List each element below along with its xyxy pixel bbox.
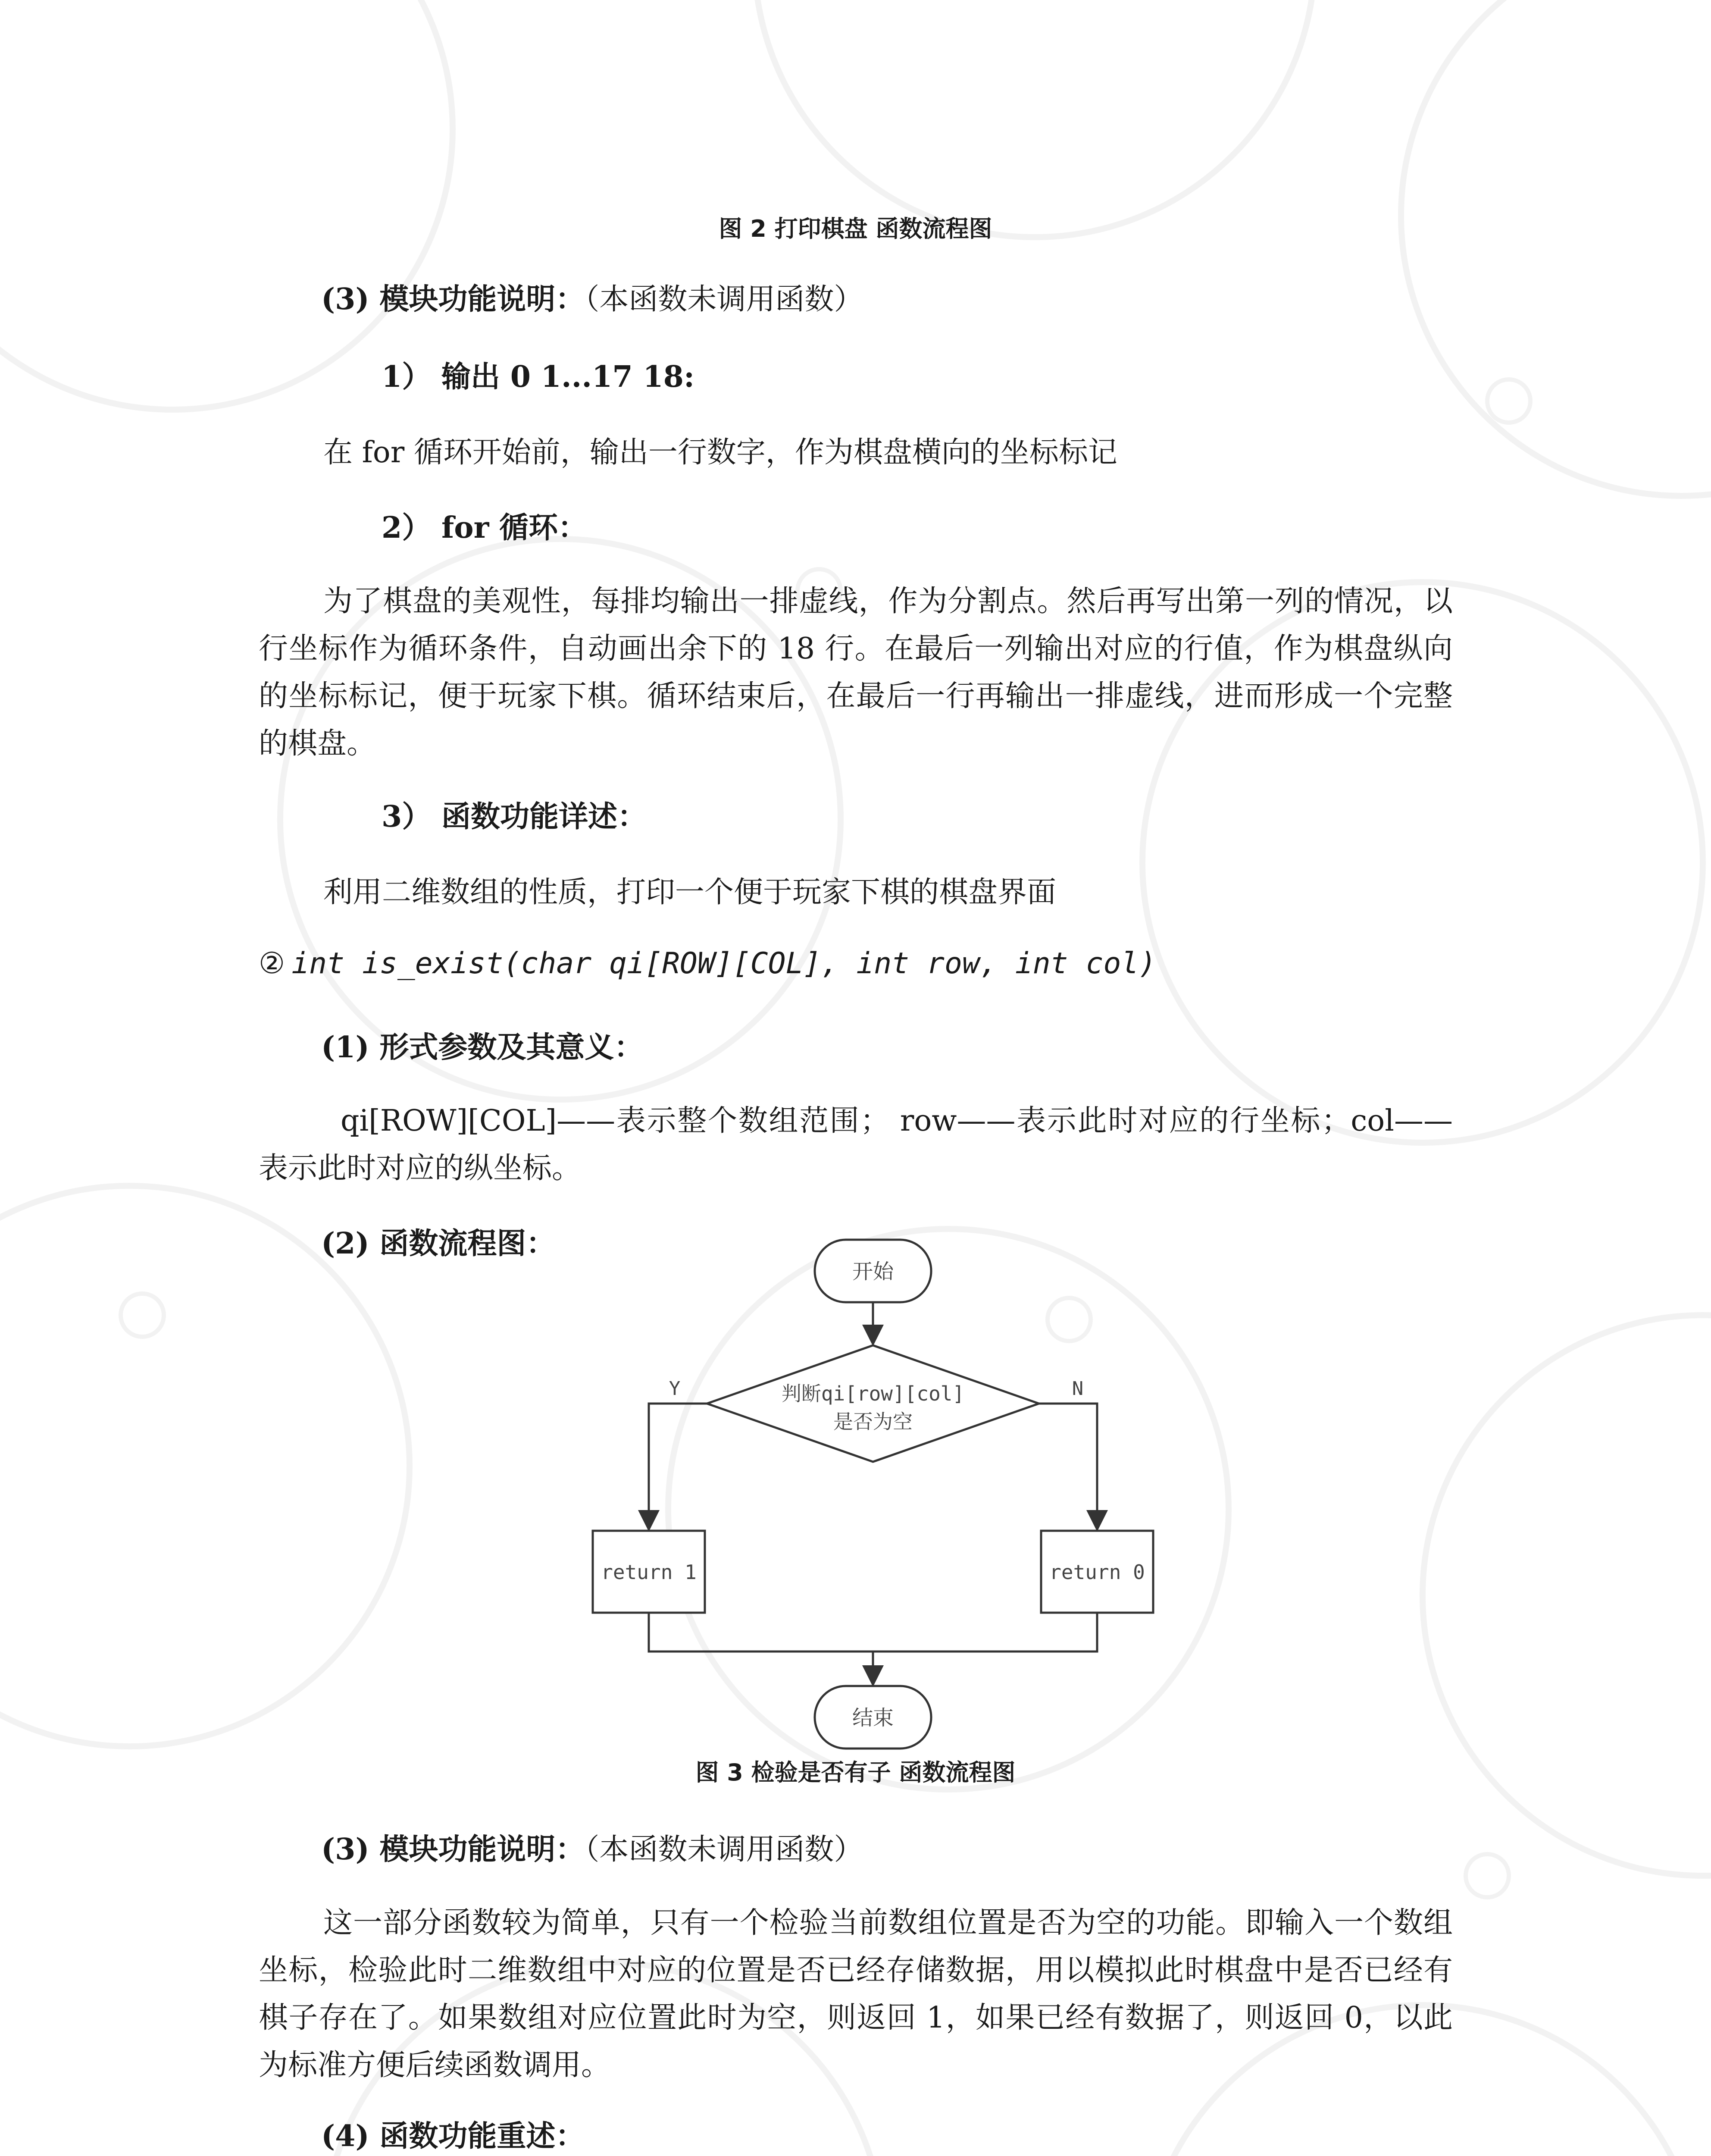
section-3a-note: （本函数未调用函数） [585, 282, 863, 317]
figure-2-caption: 图 2 打印棋盘 函数流程图 [719, 215, 992, 242]
section-3b-heading [321, 1826, 863, 1868]
flowchart-arrow-no [1039, 1404, 1097, 1527]
item-3-text: 利用二维数组的性质，打印一个便于玩家下棋的棋盘界面 [323, 875, 1057, 909]
params-paragraph: qi[ROW][COL]——表示整个数组范围； row——表示此时对应的行坐标；col——表示此时对应的纵坐标。 [259, 1104, 1453, 1185]
item-1-label: 输出 0 1...17 18: [441, 360, 695, 394]
item-1-text: 在 for 循环开始前，输出一行数字，作为棋盘横向的坐标标记 [323, 436, 1117, 470]
flowchart-merge-right [873, 1613, 1097, 1651]
section-3b-paragraph: 这一部分函数较为简单，只有一个检验当前数组位置是否为空的功能。即输入一个数组坐标，检验此时二维数组中对应的位置是否已经存储数据，用以模拟此时棋盘中是否已经有棋子存在了。如果数组对应位置此时为空，则返回 1，如果已经有数据了，则返回 0，以此为标准方便后续函数调用。 [259, 1906, 1453, 2082]
section-4-heading: (4) 函数功能重述： [321, 2119, 585, 2153]
flowchart-merge-left [649, 1613, 873, 1651]
item-3-num: 3） [382, 799, 432, 834]
section-3a-label: (3) 模块功能说明： [321, 282, 585, 317]
flowchart-decision-line1: 判断qi[row][col] [781, 1382, 965, 1405]
item-3-label: 函数功能详述： [441, 799, 647, 834]
flowchart-no-action-label: return 0 [1049, 1561, 1145, 1584]
flowchart-arrow-yes [649, 1404, 707, 1527]
flowchart-end-label: 结束 [852, 1706, 894, 1730]
flowchart-yes-action-label: return 1 [601, 1561, 697, 1584]
flowchart-start-label: 开始 [852, 1260, 894, 1284]
flowchart-yes-label: Y [669, 1378, 681, 1400]
section-1-heading: (1) 形式参数及其意义： [321, 1030, 644, 1065]
section-3b-label: (3) 模块功能说明： [321, 1832, 585, 1867]
item-2-label: for 循环： [441, 511, 588, 545]
function-2-signature: int is_exist(char qi[ROW][COL], int row, int col) [291, 946, 1157, 981]
section-3b-note: （本函数未调用函数） [585, 1833, 863, 1867]
figure-3-caption: 图 3 检验是否有子 函数流程图 [695, 1759, 1016, 1786]
function-2-marker: ② [259, 946, 285, 981]
flowchart-no-label: N [1072, 1378, 1084, 1400]
flowchart-decision-line2: 是否为空 [833, 1410, 913, 1433]
item-2-num: 2） [382, 511, 432, 545]
item-2-paragraph: 为了棋盘的美观性，每排均输出一排虚线，作为分割点。然后再写出第一列的情况，以行坐标作为循环条件，自动画出余下的 18 行。在最后一列输出对应的行值，作为棋盘纵向的坐标标记，便于玩家下棋。循环结束后，在最后一行再输出一排虚线，进而形成一个完整的棋盘。 [259, 584, 1453, 761]
item-1-num: 1） [382, 360, 432, 394]
section-2-heading: (2) 函数流程图： [321, 1226, 556, 1261]
